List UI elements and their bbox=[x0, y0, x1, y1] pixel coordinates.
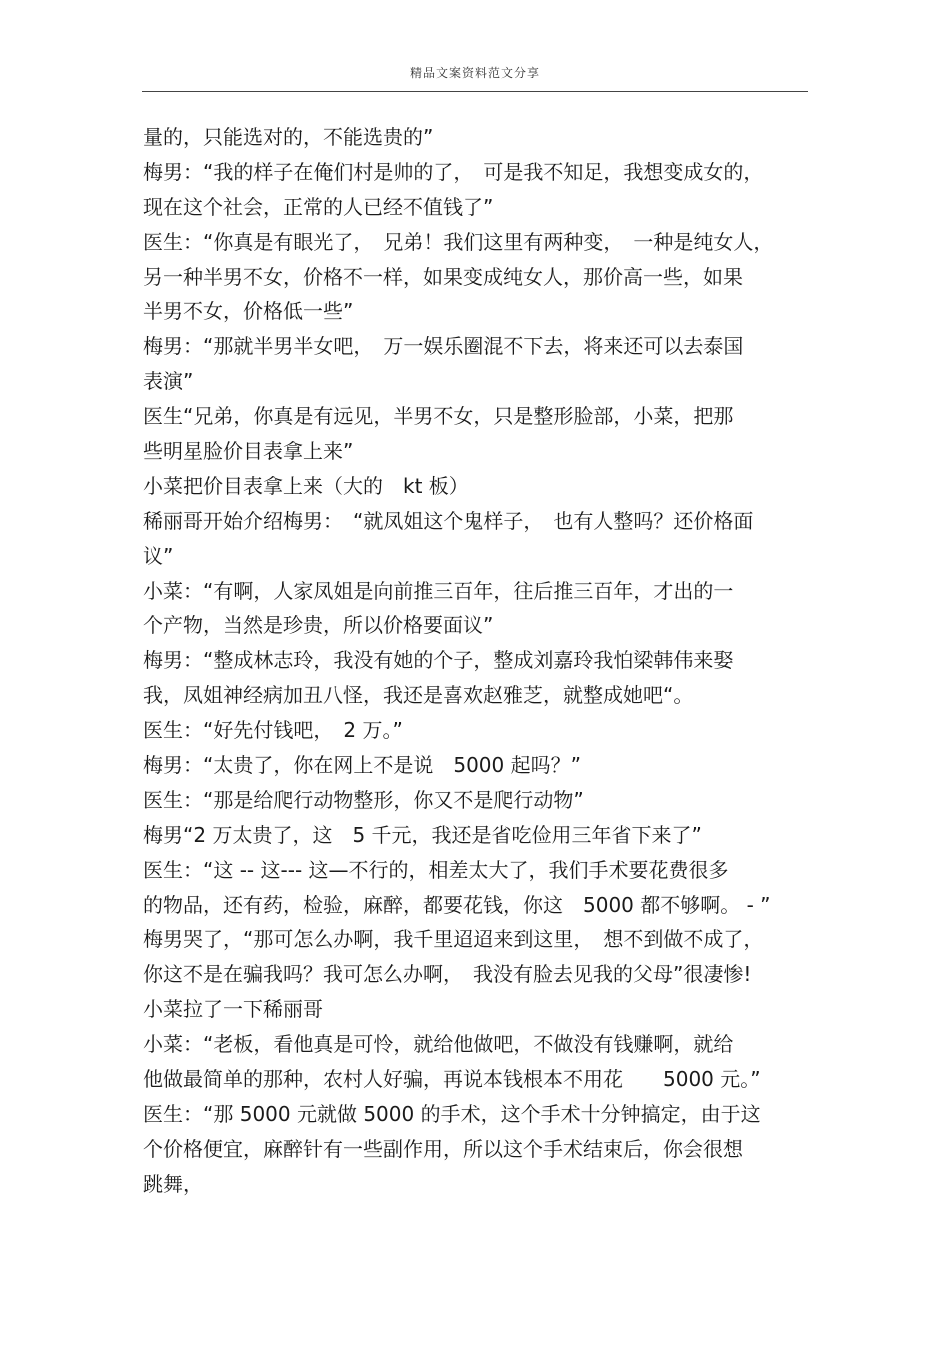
text-line: 议” bbox=[143, 543, 174, 568]
header-divider bbox=[142, 91, 808, 92]
text-line: 他做最简单的那种，农村人好骗，再说本钱根本不用花 5000 元。” bbox=[143, 1067, 761, 1092]
text-line: 医生：“这 -- 这--- 这—不行的，相差太大了，我们手术要花费很多 bbox=[143, 857, 729, 882]
text-line: 医生“兄弟，你真是有远见，半男不女，只是整形脸部，小菜，把那 bbox=[143, 404, 734, 429]
text-line: 稀丽哥开始介绍梅男： “就凤姐这个鬼样子， 也有人整吗？还价格面 bbox=[143, 508, 754, 533]
text-line: 医生：“那是给爬行动物整形，你又不是爬行动物” bbox=[143, 787, 584, 812]
text-line: 梅男“2 万太贵了，这 5 千元，我还是省吃俭用三年省下来了” bbox=[143, 822, 702, 847]
text-line: 个价格便宜，麻醉针有一些副作用，所以这个手术结束后，你会很想 bbox=[143, 1136, 743, 1161]
text-line: 些明星脸价目表拿上来” bbox=[143, 439, 354, 464]
text-line: 个产物，当然是珍贵，所以价格要面议” bbox=[143, 613, 494, 638]
text-line: 的物品，还有药，检验，麻醉，都要花钱，你这 5000 都不够啊。 - ” bbox=[143, 892, 771, 917]
text-line: 量的，只能选对的，不能选贵的” bbox=[143, 125, 434, 149]
text-line: 另一种半男不女，价格不一样，如果变成纯女人，那价高一些，如果 bbox=[143, 264, 743, 289]
text-line: 现在这个社会，正常的人已经不值钱了” bbox=[143, 194, 494, 219]
page-header: 精品文案资料范文分享 bbox=[409, 66, 540, 80]
text-line: 小菜拉了一下稀丽哥 bbox=[143, 997, 323, 1022]
text-line: 小菜把价目表拿上来（大的 kt 板） bbox=[143, 473, 469, 498]
text-line: 医生：“你真是有眼光了， 兄弟！我们这里有两种变， 一种是纯女人， bbox=[143, 229, 774, 254]
text-line: 梅男：“我的样子在俺们村是帅的了， 可是我不知足，我想变成女的， bbox=[143, 159, 764, 184]
text-line: 半男不女，价格低一些” bbox=[143, 299, 354, 324]
text-line: 我，凤姐神经病加丑八怪，我还是喜欢赵雅芝，就整成她吧“。 bbox=[143, 683, 694, 708]
document-body bbox=[143, 120, 808, 1202]
text-line: 表演” bbox=[143, 369, 194, 394]
text-line: 跳舞， bbox=[143, 1171, 203, 1196]
text-line: 小菜：“老板，看他真是可怜，就给他做吧，不做没有钱赚啊，就给 bbox=[143, 1032, 734, 1057]
text-line: 你这不是在骗我吗？我可怎么办啊， 我没有脸去见我的父母”很凄惨! bbox=[143, 962, 752, 987]
text-line: 梅男哭了，“那可怎么办啊，我千里迢迢来到这里， 想不到做不成了， bbox=[143, 927, 764, 952]
text-line: 小菜：“有啊，人家凤姐是向前推三百年，往后推三百年，才出的一 bbox=[143, 578, 734, 603]
text-line: 梅男：“整成林志玲，我没有她的个子，整成刘嘉玲我怕梁韩伟来娶 bbox=[143, 648, 734, 673]
text-line: 医生：“好先付钱吧， 2 万。” bbox=[143, 718, 403, 743]
text-line: 梅男：“太贵了，你在网上不是说 5000 起吗？” bbox=[143, 753, 581, 778]
text-line: 医生：“那 5000 元就做 5000 的手术，这个手术十分钟搞定，由于这 bbox=[143, 1101, 761, 1126]
text-line: 梅男：“那就半男半女吧， 万一娱乐圈混不下去，将来还可以去泰国 bbox=[143, 334, 744, 359]
